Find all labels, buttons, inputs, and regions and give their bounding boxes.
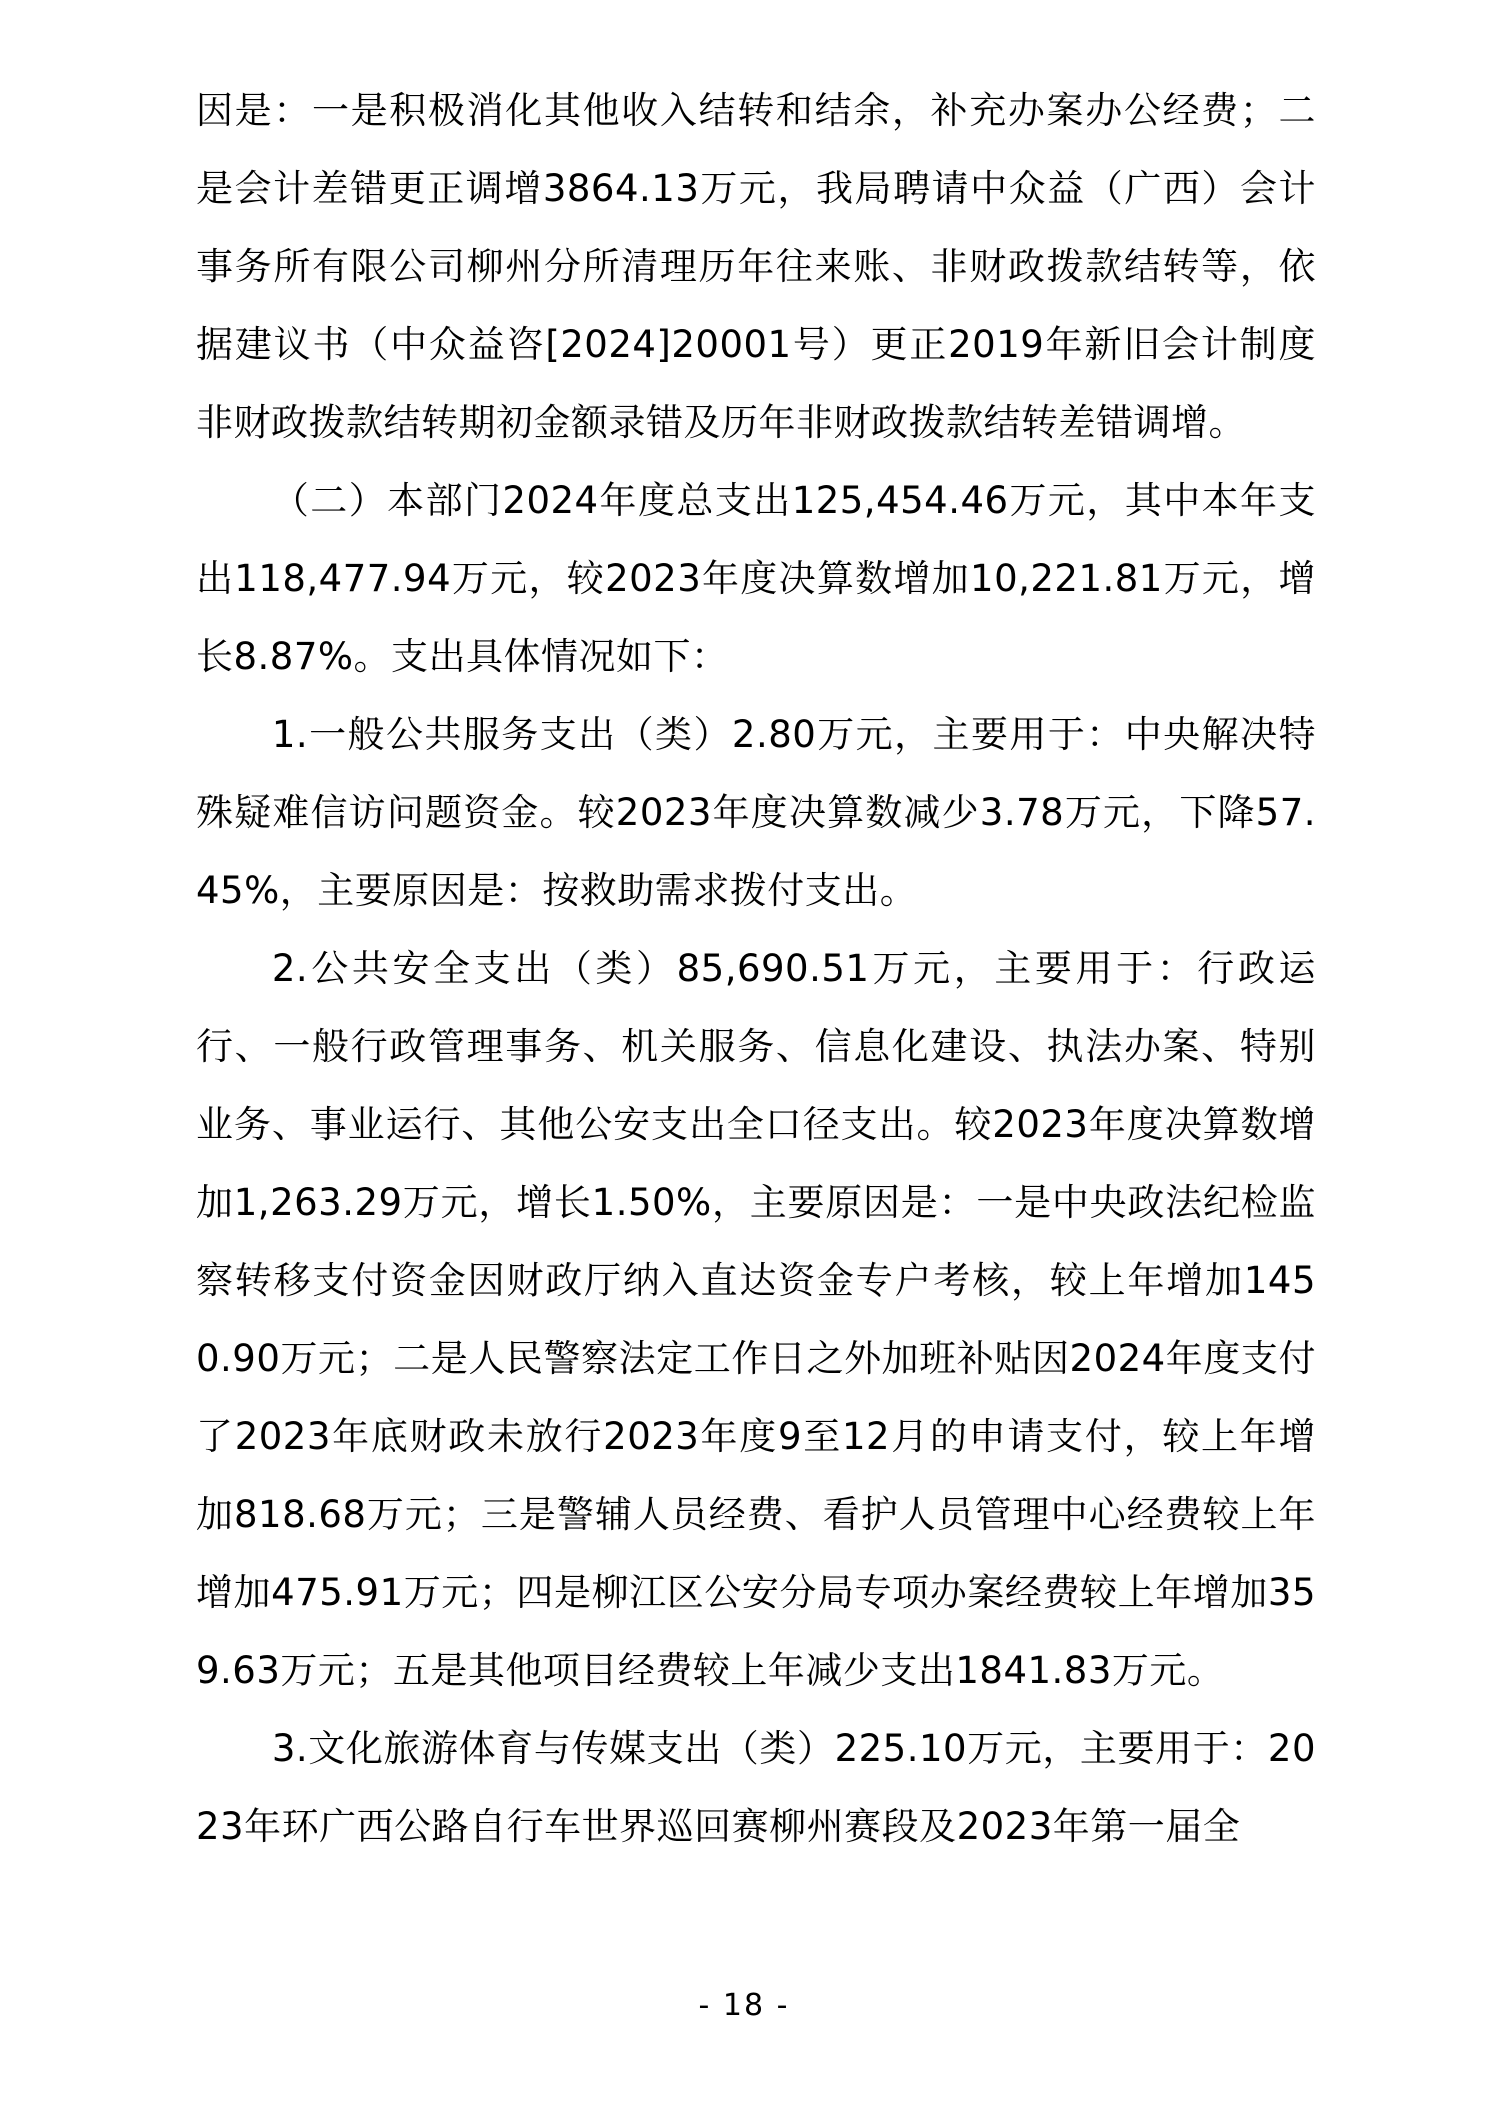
document-body [196,72,1316,1866]
paragraph-public-security: 2.公共安全支出（类）85,690.51万元，主要用于：行政运行、一般行政管理事务、机关服务、信息化建设、执法办案、特别业务、事业运行、其他公安支出全口径支出。较2023年度决算数增加1,263.29万元，增长1.50%，主要原因是：一是中央政法纪检监察转移支付资金因财政厅纳入直达资金专户考核，较上年增加1450.90万元；二是人民警察法定工作日之外加班补贴因2024年度支付了2023年底财政未放行2023年度9至12月的申请支付，较上年增加818.68万元；三是警辅人员经费、看护人员管理中心经费较上年增加475.91万元；四是柳江区公安分局专项办案经费较上年增加359.63万元；五是其他项目经费较上年减少支出1841.83万元。 [196,947,1316,1692]
paragraph-total-expenditure: （二）本部门2024年度总支出125,454.46万元，其中本年支出118,477.94万元，较2023年度决算数增加10,221.81万元，增长8.87%。支出具体情况如下： [196,479,1316,678]
page-number: - 18 - [698,1988,790,2023]
paragraph-culture-tourism-sports-media: 3.文化旅游体育与传媒支出（类）225.10万元，主要用于：2023年环广西公路自行车世界巡回赛柳州赛段及2023年第一届全 [196,1727,1316,1848]
paragraph-general-public-service: 1.一般公共服务支出（类）2.80万元，主要用于：中央解决特殊疑难信访问题资金。较2023年度决算数减少3.78万元，下降57.45%，主要原因是：按救助需求拨付支出。 [196,713,1316,912]
paragraph-continuation: 因是：一是积极消化其他收入结转和结余，补充办案办公经费；二是会计差错更正调增3864.13万元，我局聘请中众益（广西）会计事务所有限公司柳州分所清理历年往来账、非财政拨款结转等，依据建议书（中众益咨[2024]20001号）更正2019年新旧会计制度非财政拨款结转期初金额录错及历年非财政拨款结转差错调增。 [196,89,1316,444]
